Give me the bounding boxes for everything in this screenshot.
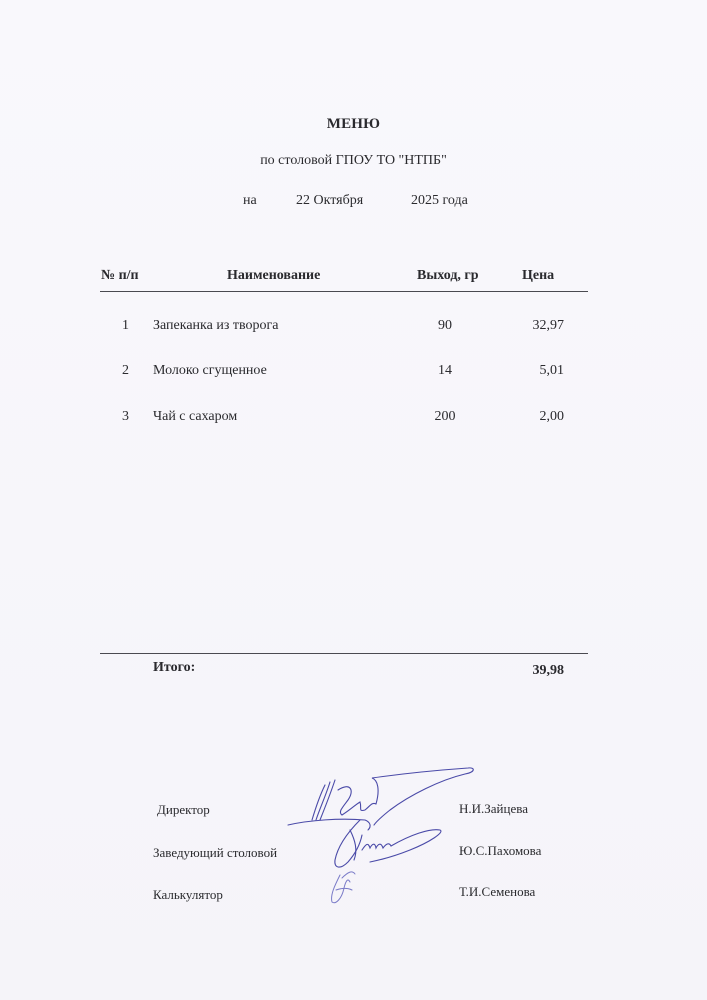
total-label: Итого: <box>153 660 196 675</box>
signature-role: Директор <box>157 802 210 817</box>
total-divider <box>100 653 588 654</box>
date-day-month: 22 Октября <box>296 193 364 208</box>
row-num: 1 <box>122 318 129 333</box>
row-price: 5,01 <box>539 363 564 378</box>
row-name: Чай с сахаром <box>153 409 238 424</box>
row-yield: 200 <box>434 409 456 424</box>
header-name: Наименование <box>227 268 321 283</box>
signature-role: Калькулятор <box>153 887 223 902</box>
header-divider <box>100 291 588 292</box>
document-subtitle: по столовой ГПОУ ТО "НТПБ" <box>260 153 447 168</box>
row-num: 3 <box>122 409 129 424</box>
signature-name: Н.И.Зайцева <box>459 801 528 816</box>
row-yield: 14 <box>438 363 452 378</box>
row-num: 2 <box>122 363 129 378</box>
row-name: Запеканка из творога <box>153 318 279 333</box>
signature-name: Ю.С.Пахомова <box>459 843 542 858</box>
handwritten-signatures-icon <box>280 760 480 910</box>
row-name: Молоко сгущенное <box>153 363 267 378</box>
date-year: 2025 года <box>411 193 468 208</box>
row-yield: 90 <box>438 318 452 333</box>
document-title: МЕНЮ <box>326 116 381 132</box>
header-yield: Выход, гр <box>417 268 479 283</box>
header-price: Цена <box>522 268 555 283</box>
signature-name: Т.И.Семенова <box>459 884 536 899</box>
date-prefix: на <box>243 193 257 208</box>
row-price: 2,00 <box>539 409 564 424</box>
total-value: 39,98 <box>532 663 564 678</box>
signature-role: Заведующий столовой <box>153 845 278 860</box>
header-num: № п/п <box>101 268 139 283</box>
row-price: 32,97 <box>532 318 564 333</box>
